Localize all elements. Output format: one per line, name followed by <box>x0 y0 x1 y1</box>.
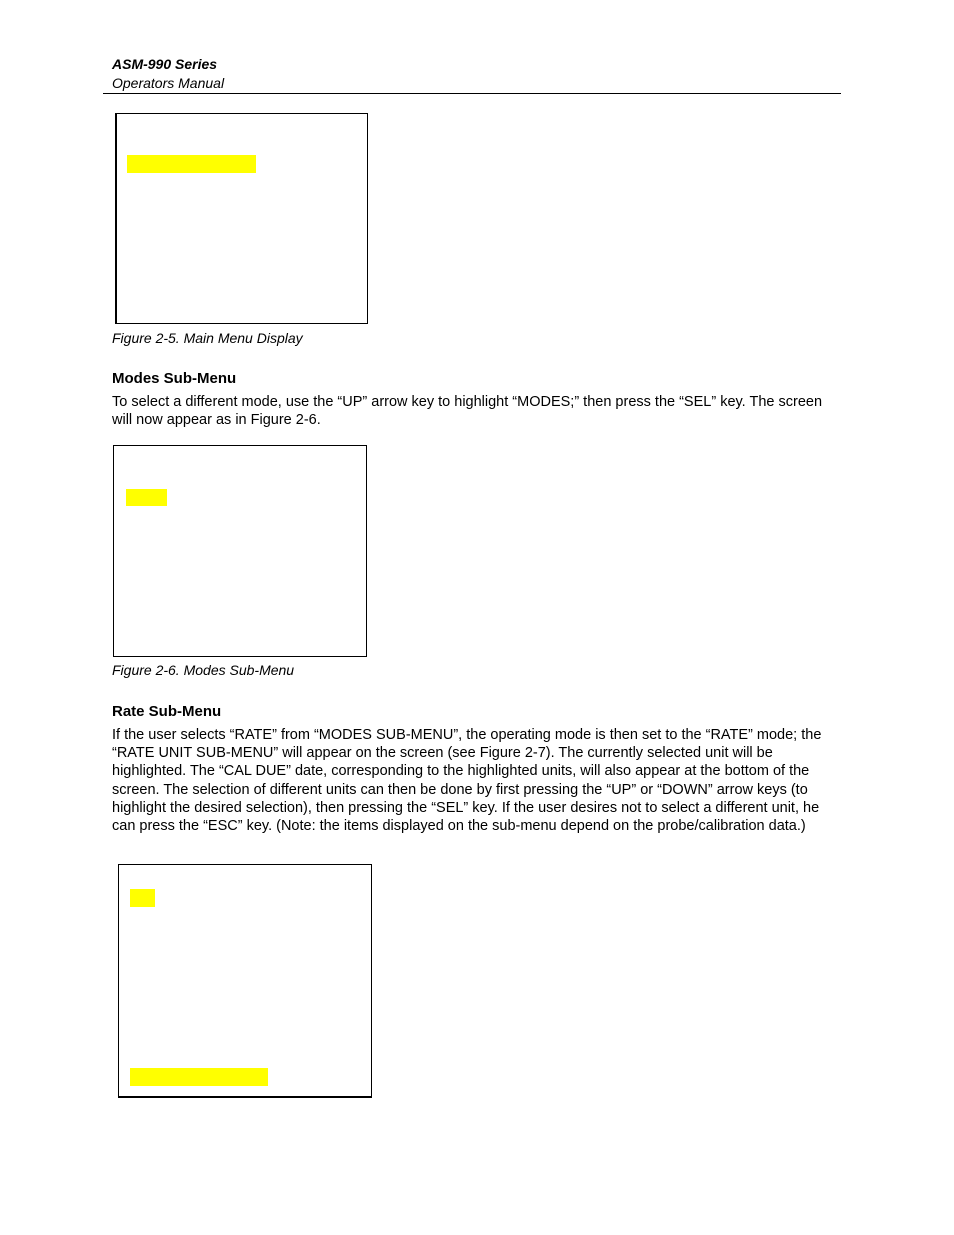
document-series-title: ASM-990 Series <box>112 56 218 72</box>
header-divider <box>103 93 841 94</box>
cal-due-highlight-bar <box>130 1068 268 1086</box>
main-menu-highlight-bar <box>127 155 256 173</box>
rate-sub-menu-heading: Rate Sub-Menu <box>112 703 222 720</box>
modes-sub-menu-highlight-bar <box>126 489 167 506</box>
modes-sub-menu-paragraph: To select a different mode, use the “UP” arrow key to highlight “MODES;” then press the “SEL” key. The screen will now appear as in Figure 2-6. <box>112 394 823 429</box>
modes-sub-menu-screen <box>113 445 367 657</box>
main-menu-display-screen <box>115 113 368 324</box>
document-manual-title: Operators Manual <box>112 75 225 91</box>
rate-unit-highlight-bar <box>130 889 155 907</box>
figure-2-6-caption: Figure 2-6. Modes Sub-Menu <box>112 662 295 678</box>
rate-sub-menu-paragraph: If the user selects “RATE” from “MODES SUB-MENU”, the operating mode is then set to the “RATE” mode; the “RATE UNIT SUB-MENU” will appear on the screen (see Figure 2-7). The currently selected unit will be highlighted. The “CAL DUE” date, corresponding to the highlighted units, will also appear at the bottom of the screen. The selection of different units can then be done by first pressing the “UP” or “DOWN” arrow keys (to highlight the desired selection), then pressing the “SEL” key. If the user desires not to select a different unit, he can press the “ESC” key. (Note: the items displayed on the sub-menu depend on the probe/calibration data.) <box>112 727 822 835</box>
modes-sub-menu-heading: Modes Sub-Menu <box>112 370 237 387</box>
figure-2-5-caption: Figure 2-5. Main Menu Display <box>112 330 303 346</box>
rate-unit-sub-menu-screen <box>118 864 372 1098</box>
